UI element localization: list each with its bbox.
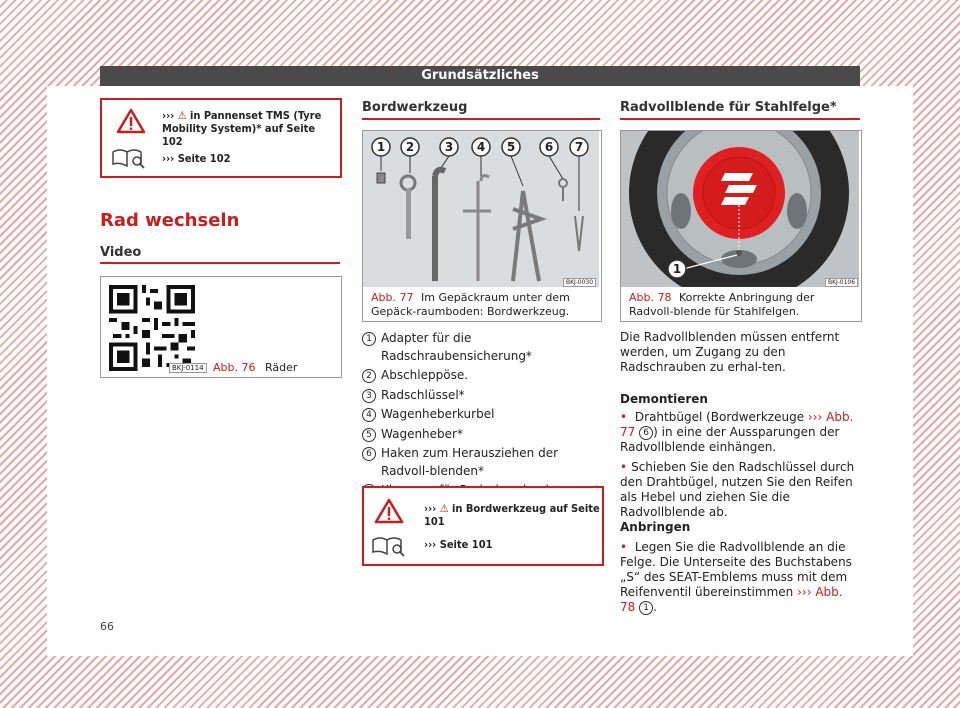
- arrow-icon: ›››: [162, 109, 175, 122]
- list-item: [362, 367, 602, 385]
- figure-78-box: [620, 130, 862, 322]
- anbringen-step-1: [620, 540, 860, 615]
- subheading-video: Video: [100, 245, 142, 260]
- item-number: 2: [362, 369, 376, 383]
- arrow-icon: ›››: [424, 502, 437, 515]
- arrow-icon: ›››: [797, 585, 812, 599]
- header-title: Grundsätzliches: [421, 68, 539, 83]
- warning-small-icon: ⚠: [439, 502, 449, 515]
- middle-note-box: [362, 486, 604, 566]
- middle-note-book-line: [424, 538, 492, 551]
- callout-6: 6: [544, 140, 554, 154]
- image-code: BKJ-0114: [169, 363, 207, 373]
- header-bar: [100, 66, 860, 86]
- section-heading-bordwerkzeug: Bordwerkzeug: [362, 100, 468, 115]
- left-note-link-1[interactable]: in Pannenset TMS (Tyre Mobility System)* auf Seite 102: [162, 109, 322, 148]
- step-text: .: [653, 600, 657, 614]
- item-reference: 1: [639, 601, 653, 615]
- callout-1: 1: [672, 262, 682, 276]
- warning-small-icon: ⚠: [177, 109, 187, 122]
- tool-list: [362, 330, 602, 502]
- arrow-icon: ›››: [424, 538, 437, 551]
- figure-caption-78: [629, 291, 853, 319]
- item-number: 5: [362, 428, 376, 442]
- item-reference: 6: [639, 426, 653, 440]
- item-text: Radschlüssel*: [381, 387, 465, 402]
- wheel-cover-illustration: [621, 131, 859, 287]
- middle-note-link-1[interactable]: in Bordwerkzeug auf Seite 101: [424, 502, 600, 528]
- item-text: Abschleppöse.: [381, 368, 469, 382]
- qr-code[interactable]: [109, 285, 195, 371]
- book-icon: [370, 532, 406, 558]
- heading-underline: [100, 262, 340, 264]
- callout-4: 4: [476, 140, 486, 154]
- book-icon: [110, 144, 146, 170]
- list-item: [362, 445, 602, 480]
- figure-label: Abb. 77: [371, 291, 414, 304]
- list-item: [362, 387, 602, 405]
- page-number: 66: [100, 620, 114, 633]
- callout-2: 2: [405, 140, 415, 154]
- figure-77-box: [362, 130, 602, 322]
- item-text: Wagenheberkurbel: [381, 407, 495, 421]
- demontieren-step-1: [620, 410, 860, 455]
- figure-caption-77: [371, 291, 595, 319]
- figure-caption-text: Räder: [264, 361, 298, 374]
- heading-underline: [362, 118, 600, 120]
- list-item: [362, 426, 602, 444]
- figure-reference-link[interactable]: Abb. 78: [620, 585, 843, 614]
- figure-caption-text: Korrekte Anbringung der Radvoll-blende für Stahlfelgen.: [629, 291, 815, 318]
- step-text: Drahtbügel (Bordwerkzeuge: [634, 410, 805, 424]
- warning-icon: [374, 498, 404, 524]
- callout-1: 1: [376, 140, 386, 154]
- figure-reference-link[interactable]: Abb. 77: [620, 410, 854, 439]
- arrow-icon: ›››: [162, 152, 175, 165]
- item-text: Adapter für die Radschraubensicherung*: [381, 331, 532, 363]
- callout-3: 3: [444, 140, 454, 154]
- section-heading-radvollblende: Radvollblende für Stahlfelge*: [620, 100, 837, 115]
- left-note-warning-line: [162, 109, 332, 148]
- middle-note-warning-line: [424, 502, 602, 528]
- item-number: 3: [362, 389, 376, 403]
- step-text: Schieben Sie den Radschlüssel durch den Drahtbügel, nutzen Sie den Reifen als Hebel und ziehen Sie die Radvollblende ab.: [620, 460, 855, 519]
- item-number: 4: [362, 408, 376, 422]
- list-item: [362, 406, 602, 424]
- middle-note-link-2[interactable]: Seite 101: [439, 538, 493, 551]
- item-text: Haken zum Herausziehen der Radvoll-blenden*: [381, 446, 559, 478]
- figure-caption-76: [213, 361, 297, 375]
- image-code: BKJ-0106: [825, 278, 858, 287]
- section-heading-rad-wechseln: Rad wechseln: [100, 210, 240, 231]
- intro-paragraph: Die Radvollblenden müssen entfernt werden, um Zugang zu den Radschrauben zu erhal-ten.: [620, 330, 840, 374]
- item-text: Wagenheber*: [381, 426, 463, 441]
- left-note-link-2[interactable]: Seite 102: [177, 152, 231, 165]
- tools-illustration: [363, 131, 599, 287]
- list-item: [362, 330, 602, 365]
- left-note-book-line: [162, 152, 230, 165]
- video-box: [100, 276, 342, 378]
- callout-5: 5: [506, 140, 516, 154]
- step-text: Legen Sie die Radvollblende an die Felge. Die Unterseite des Buchstabens „S“ des SEAT-Emblems muss mit dem Reifenventil übereinstimmen: [620, 540, 852, 599]
- step-text: ) in eine der Aussparungen der Radvollblende einhängen.: [620, 425, 840, 454]
- item-number: 1: [362, 332, 376, 346]
- figure-caption-text: Im Gepäckraum unter dem Gepäck-raumboden: Bordwerkzeug.: [371, 291, 570, 318]
- heading-underline: [620, 118, 860, 120]
- image-code: BKJ-0030: [563, 278, 596, 287]
- demontieren-step-2: [620, 460, 860, 520]
- figure-label: Abb. 78: [629, 291, 672, 304]
- warning-icon: [116, 108, 146, 134]
- item-number: 6: [362, 447, 376, 461]
- figure-label: Abb. 76: [213, 361, 256, 374]
- left-note-box: [100, 98, 342, 178]
- heading-demontieren: Demontieren: [620, 392, 708, 406]
- heading-anbringen: Anbringen: [620, 520, 691, 534]
- callout-7: 7: [574, 140, 584, 154]
- arrow-icon: ›››: [807, 410, 823, 424]
